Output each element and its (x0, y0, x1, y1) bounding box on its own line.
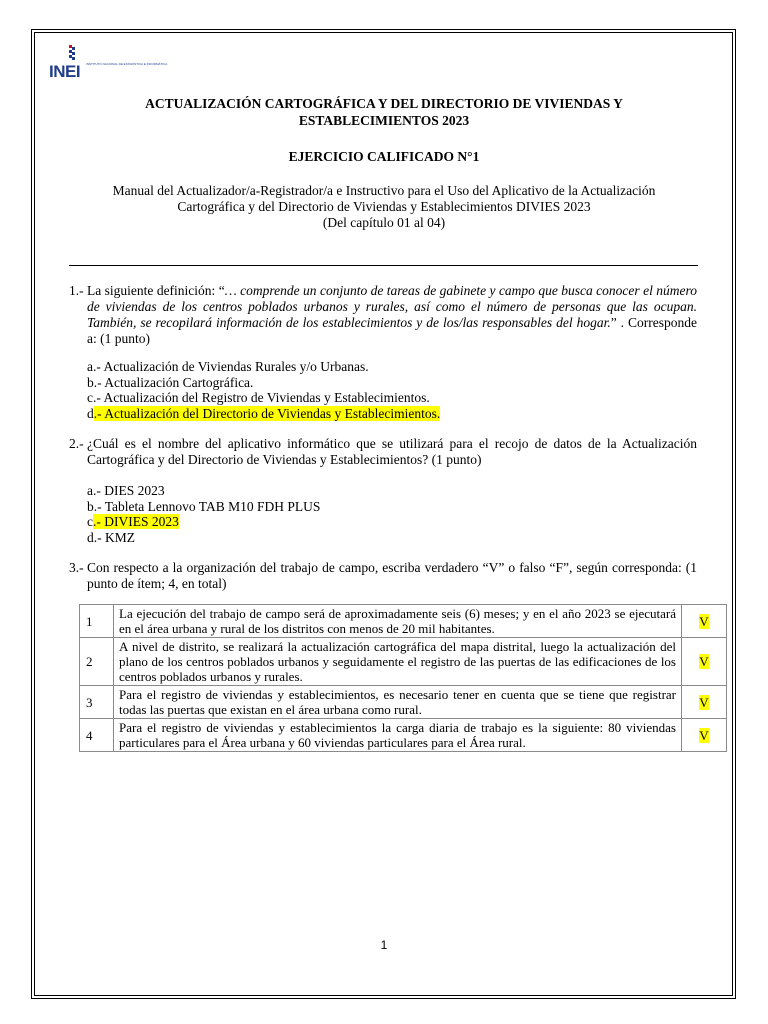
page-number: 1 (380, 938, 388, 952)
logo-subtext: INSTITUTO NACIONAL DE ESTADÍSTICA E INFORMÁTICA (86, 62, 168, 66)
table-row (80, 686, 727, 719)
table-row (80, 605, 727, 638)
answer-cell (682, 719, 727, 752)
option-a: a.- DIES 2023 (87, 483, 165, 498)
answer-cell (682, 638, 727, 686)
highlighted-answer: .- DIVIES 2023 (93, 514, 179, 529)
answer-cell (682, 686, 727, 719)
table-row (80, 638, 727, 686)
question-number: 1.- (69, 283, 84, 298)
question-number: 3.- (69, 560, 84, 575)
answer-cell (682, 605, 727, 638)
highlighted-answer: .- Actualización del Directorio de Viviendas y Establecimientos. (93, 405, 441, 421)
option-c-answer: c.- DIVIES 2023 (87, 514, 179, 529)
document-title: ACTUALIZACIÓN CARTOGRÁFICA Y DEL DIRECTORIO DE VIVIENDAS Y ESTABLECIMIENTOS 2023 (145, 96, 623, 128)
question-1-options (87, 359, 440, 421)
table-row (80, 719, 727, 752)
question-text: La siguiente definición: “… comprende un conjunto de tareas de gabinete y campo que busca conocer el número de viviendas de los centros poblados urbanos y rurales, así como el número de personas que las ocupan. También, se recopilará información de los establecimientos y de los/las responsables del hogar.” . Corresponde a: (1 punto) (87, 283, 697, 346)
option-d: d.- KMZ (87, 529, 135, 545)
item-number: 2 (80, 638, 114, 686)
option-a: a.- Actualización de Viviendas Rurales y/o Urbanas. (87, 359, 369, 374)
question-3 (69, 560, 697, 592)
logo-text: INEI (49, 62, 81, 81)
true-false-table (79, 604, 727, 752)
question-text: ¿Cuál es el nombre del aplicativo informático que se utilizará para el recojo de datos de la Actualización Cartográfica y del Directorio de Viviendas y Establecimientos? (1 punto) (87, 436, 697, 467)
statement: La ejecución del trabajo de campo será de aproximadamente seis (6) meses; y en el año 2023 se ejecutará en el área urbana y rural de los distritos con menos de 20 mil habitantes. (114, 605, 682, 638)
inei-logo (49, 44, 168, 84)
option-b: b.- Tableta Lennovo TAB M10 FDH PLUS (87, 498, 321, 514)
horizontal-divider (69, 265, 698, 266)
option-d-answer: d.- Actualización del Directorio de Viviendas y Establecimientos. (87, 405, 441, 421)
item-number: 3 (80, 686, 114, 719)
statement: Para el registro de viviendas y establecimientos, es necesario tener en cuenta que se tiene que registrar todas las puertas que existan en el área urbana como rural. (114, 686, 682, 719)
answer-mark: V (699, 654, 709, 669)
answer-mark: V (699, 727, 709, 743)
answer-mark: V (699, 613, 709, 629)
manual-reference: Manual del Actualizador/a-Registrador/a e Instructivo para el Uso del Aplicativo de la Actualización Cartográfica y del Directorio de Viviendas y Establecimientos DIVIES 2023 (Del capítulo 01 al 04) (112, 183, 656, 230)
question-1 (69, 283, 697, 347)
question-2 (69, 436, 697, 468)
statement: A nivel de distrito, se realizará la actualización cartográfica del mapa distrital, luego la actualización del plano de los centros poblados urbanos y seguidamente el registro de las puertas de las edificaciones de los centros poblados urbanos y rurales. (114, 638, 682, 686)
item-number: 4 (80, 719, 114, 752)
answer-mark: V (699, 694, 709, 710)
exercise-subtitle: EJERCICIO CALIFICADO N°1 (288, 149, 480, 164)
question-2-options (87, 483, 320, 545)
option-c: c.- Actualización del Registro de Viviendas y Establecimientos. (87, 390, 430, 405)
option-b: b.- Actualización Cartográfica. (87, 374, 254, 390)
definition-quote: … comprende un conjunto de tareas de gabinete y campo que busca conocer el número de viviendas de los centros poblados urbanos y rurales, así como el número de personas que las ocupan. También, se recopilará información de los establecimientos y de los/las responsables del hogar. (87, 283, 697, 330)
item-number: 1 (80, 605, 114, 638)
inei-mark-icon (66, 44, 80, 64)
question-number: 2.- (69, 436, 84, 451)
question-text: Con respecto a la organización del trabajo de campo, escriba verdadero “V” o falso “F”, según corresponda: (1 punto de ítem; 4, en total) (87, 560, 697, 591)
statement: Para el registro de viviendas y establecimientos la carga diaria de trabajo es la siguiente: 80 viviendas particulares para el Área urbana y 60 viviendas particulares para el Área rural. (114, 719, 682, 752)
